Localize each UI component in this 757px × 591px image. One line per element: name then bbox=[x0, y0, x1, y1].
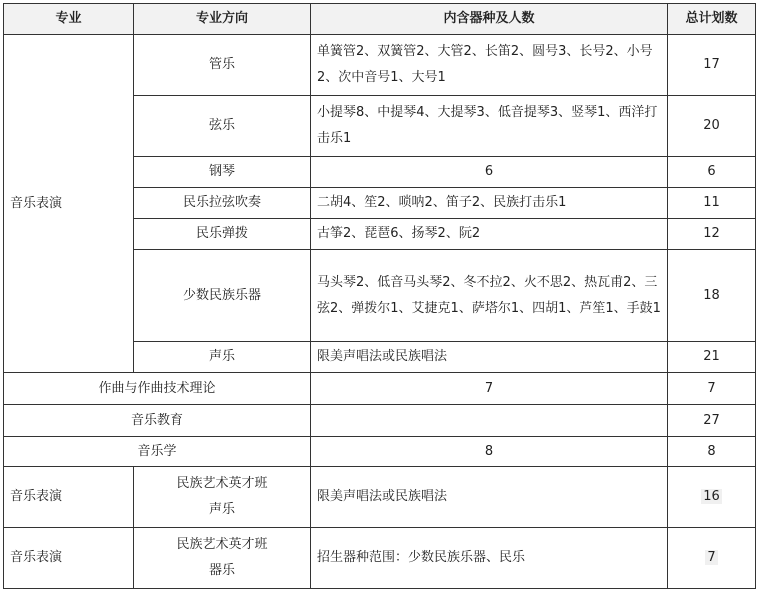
total-value: 7 bbox=[707, 550, 716, 565]
major-cell: 音乐表演 bbox=[4, 35, 134, 373]
instruments-cell: 古筝2、琵琶6、扬琴2、阮2 bbox=[311, 219, 668, 250]
direction-line: 民族艺术英才班 bbox=[176, 476, 268, 491]
direction-cell: 弦乐 bbox=[134, 96, 311, 157]
direction-line: 声乐 bbox=[208, 502, 235, 517]
total-cell bbox=[668, 467, 756, 528]
enrollment-plan-table bbox=[3, 3, 756, 589]
instruments-cell: 6 bbox=[311, 157, 668, 188]
total-cell: 20 bbox=[668, 96, 756, 157]
major-cell: 作曲与作曲技术理论 bbox=[4, 373, 311, 405]
direction-cell: 民乐拉弦吹奏 bbox=[134, 188, 311, 219]
header-major: 专业 bbox=[4, 4, 134, 35]
table-row bbox=[4, 35, 756, 96]
table-row bbox=[4, 405, 756, 437]
direction-cell bbox=[134, 467, 311, 528]
total-cell: 7 bbox=[668, 373, 756, 405]
direction-cell: 管乐 bbox=[134, 35, 311, 96]
total-cell bbox=[668, 528, 756, 589]
header-direction: 专业方向 bbox=[134, 4, 311, 35]
direction-cell: 声乐 bbox=[134, 342, 311, 373]
instruments-cell: 小提琴8、中提琴4、大提琴3、低音提琴3、竖琴1、西洋打击乐1 bbox=[311, 96, 668, 157]
major-cell: 音乐表演 bbox=[4, 528, 134, 589]
major-cell: 音乐教育 bbox=[4, 405, 311, 437]
total-cell: 8 bbox=[668, 437, 756, 467]
major-cell: 音乐表演 bbox=[4, 467, 134, 528]
table-row bbox=[4, 467, 756, 528]
total-cell: 12 bbox=[668, 219, 756, 250]
header-instruments: 内含器种及人数 bbox=[311, 4, 668, 35]
total-value: 16 bbox=[703, 489, 720, 504]
instruments-cell: 限美声唱法或民族唱法 bbox=[311, 342, 668, 373]
instruments-cell: 二胡4、笙2、唢呐2、笛子2、民族打击乐1 bbox=[311, 188, 668, 219]
header-row bbox=[4, 4, 756, 35]
direction-cell: 钢琴 bbox=[134, 157, 311, 188]
table-row bbox=[4, 437, 756, 467]
instruments-cell: 限美声唱法或民族唱法 bbox=[311, 467, 668, 528]
total-cell: 17 bbox=[668, 35, 756, 96]
instruments-cell: 8 bbox=[311, 437, 668, 467]
table-row bbox=[4, 373, 756, 405]
total-cell: 6 bbox=[668, 157, 756, 188]
major-cell: 音乐学 bbox=[4, 437, 311, 467]
instruments-cell: 单簧管2、双簧管2、大管2、长笛2、圆号3、长号2、小号2、次中音号1、大号1 bbox=[311, 35, 668, 96]
total-cell: 21 bbox=[668, 342, 756, 373]
total-cell: 18 bbox=[668, 250, 756, 342]
instruments-cell: 招生器种范围：少数民族乐器、民乐 bbox=[311, 528, 668, 589]
direction-line: 民族艺术英才班 bbox=[176, 537, 268, 552]
instruments-cell bbox=[311, 405, 668, 437]
direction-cell bbox=[134, 528, 311, 589]
direction-cell: 民乐弹拨 bbox=[134, 219, 311, 250]
direction-cell: 少数民族乐器 bbox=[134, 250, 311, 342]
instruments-cell: 马头琴2、低音马头琴2、冬不拉2、火不思2、热瓦甫2、三弦2、弹拨尔1、艾捷克1、萨塔尔1、四胡1、芦笙1、手鼓1 bbox=[311, 250, 668, 342]
header-total: 总计划数 bbox=[668, 4, 756, 35]
table-row bbox=[4, 528, 756, 589]
total-cell: 11 bbox=[668, 188, 756, 219]
total-cell: 27 bbox=[668, 405, 756, 437]
instruments-cell: 7 bbox=[311, 373, 668, 405]
direction-line: 器乐 bbox=[208, 563, 235, 578]
